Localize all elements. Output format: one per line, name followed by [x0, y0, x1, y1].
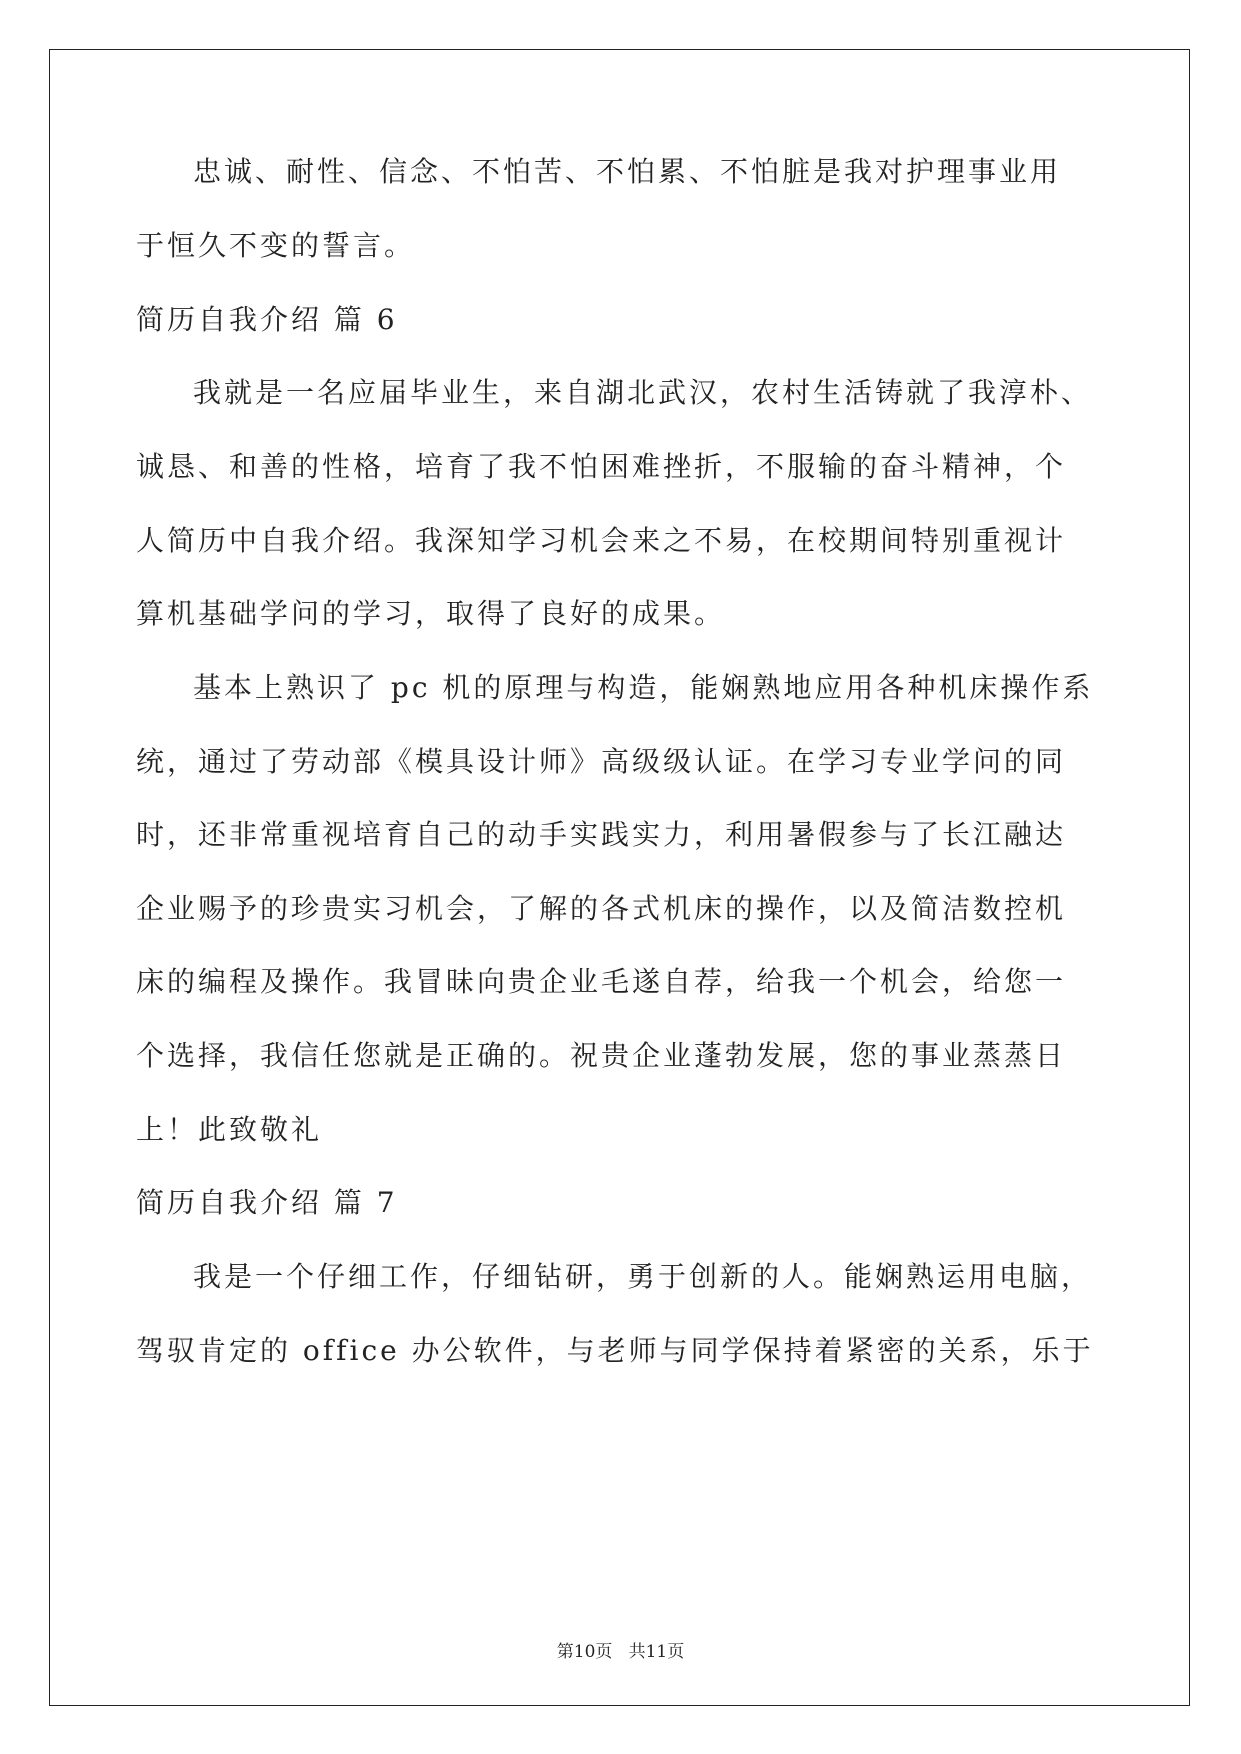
paragraph-line: 诚恳、和善的性格，培育了我不怕困难挫折，不服输的奋斗精神，个	[136, 450, 1067, 483]
paragraph-line: 我是一个仔细工作，仔细钻研，勇于创新的人。能娴熟运用电脑，	[193, 1260, 1093, 1293]
paragraph-line: 于恒久不变的誓言。	[136, 229, 416, 262]
paragraph-line: 时，还非常重视培育自己的动手实践实力，利用暑假参与了长江融达	[136, 818, 1067, 851]
paragraph-line: 上！此致敬礼	[136, 1113, 323, 1146]
paragraph-line: 我就是一名应届毕业生，来自湖北武汉，农村生活铸就了我淳朴、	[193, 376, 1093, 409]
paragraph-line: 忠诚、耐性、信念、不怕苦、不怕累、不怕脏是我对护理事业用	[193, 155, 1062, 188]
paragraph-line: 基本上熟识了 pc 机的原理与构造，能娴熟地应用各种机床操作系	[193, 671, 1094, 704]
paragraph-line: 统，通过了劳动部《模具设计师》高级级认证。在学习专业学问的同	[136, 745, 1067, 778]
paragraph-line: 个选择，我信任您就是正确的。祝贵企业蓬勃发展，您的事业蒸蒸日	[136, 1039, 1067, 1072]
paragraph-line: 算机基础学问的学习，取得了良好的成果。	[136, 597, 726, 630]
paragraph-line: 床的编程及操作。我冒昧向贵企业毛遂自荐，给我一个机会，给您一	[136, 965, 1067, 998]
paragraph-line: 驾驭肯定的 office 办公软件，与老师与同学保持着紧密的关系，乐于	[136, 1334, 1094, 1367]
paragraph-line: 人简历中自我介绍。我深知学习机会来之不易，在校期间特别重视计	[136, 524, 1067, 557]
section-heading: 简历自我介绍 篇 7	[136, 1186, 398, 1219]
paragraph-line: 企业赐予的珍贵实习机会，了解的各式机床的操作，以及简洁数控机	[136, 892, 1067, 925]
section-heading: 简历自我介绍 篇 6	[136, 303, 398, 336]
page-border	[49, 49, 1190, 1706]
page-footer: 第10页 共11页	[556, 1642, 685, 1662]
